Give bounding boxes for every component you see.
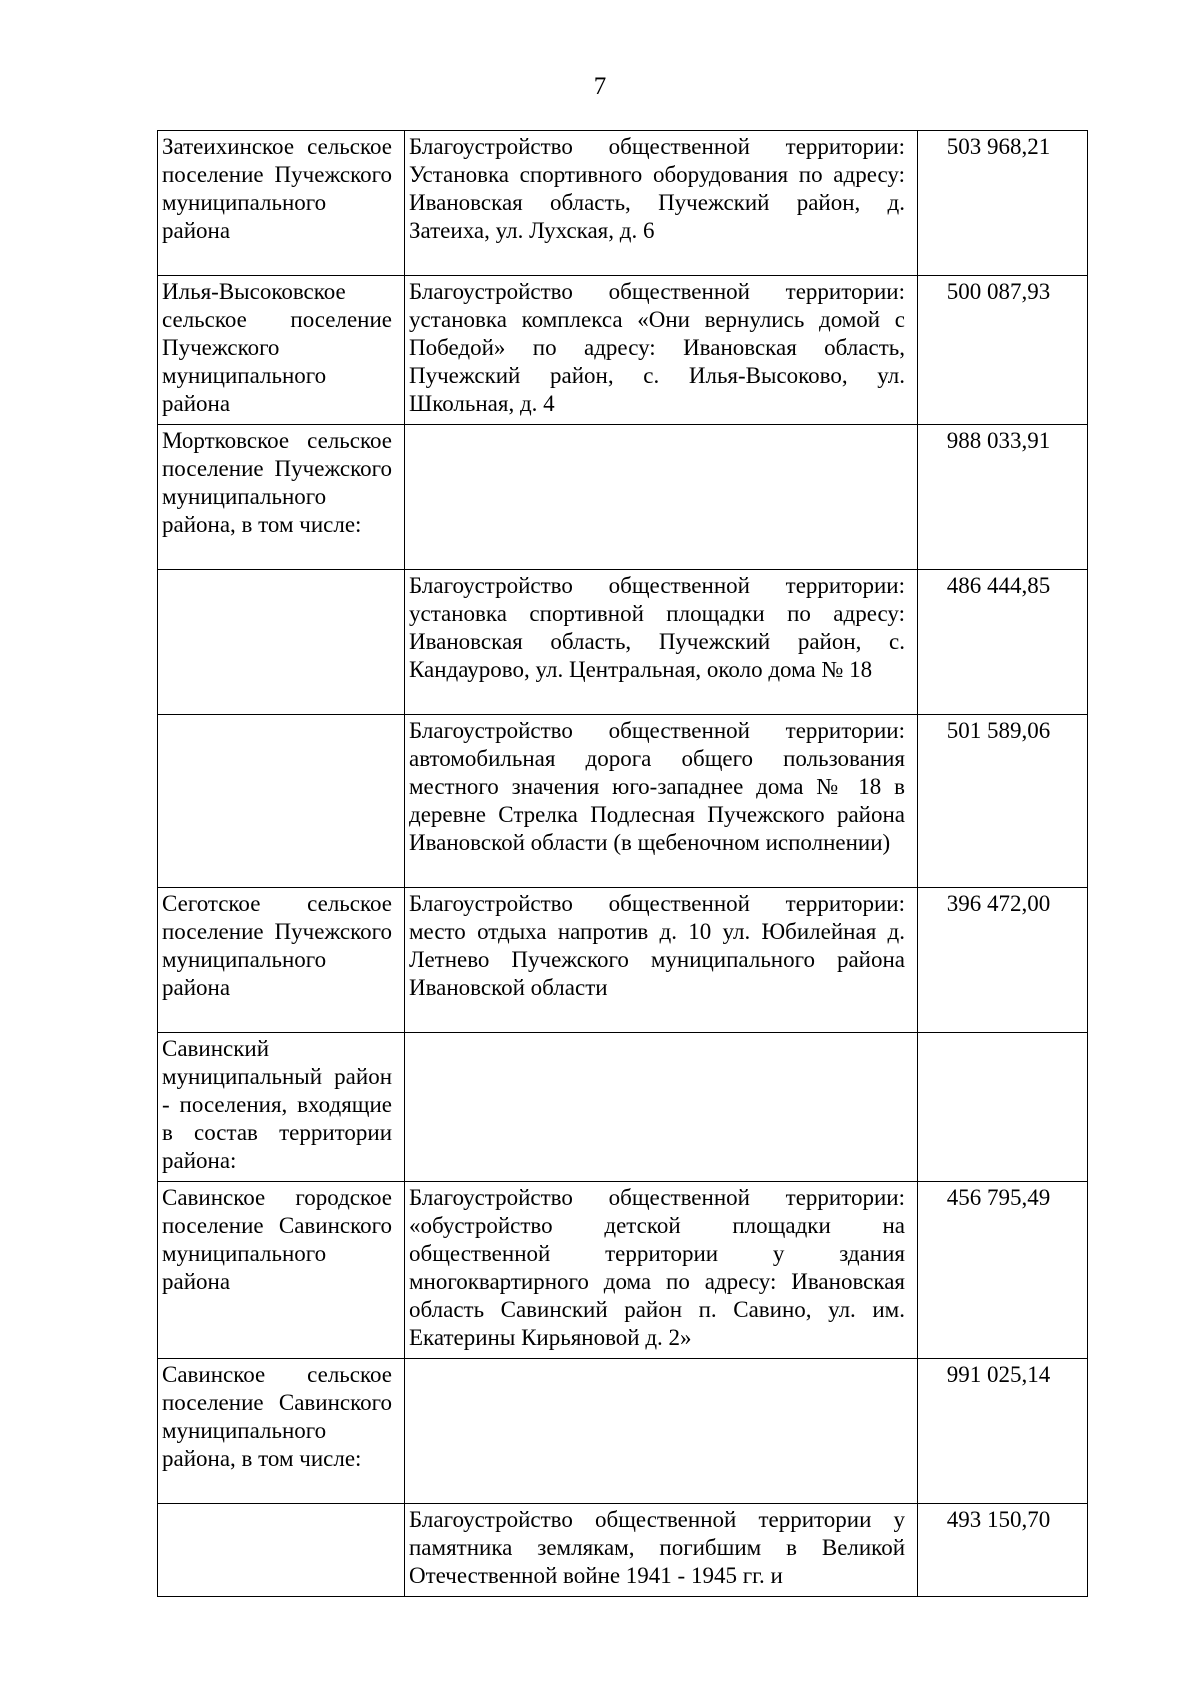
amount-cell: 988 033,91	[918, 425, 1088, 570]
table-row	[158, 1182, 1088, 1359]
table-row	[158, 570, 1088, 715]
table-row	[158, 715, 1088, 888]
table-row	[158, 425, 1088, 570]
table-row	[158, 888, 1088, 1033]
description-cell: Благоустройство общественной территории: Установка спортивного оборудования по адресу: Ивановская область, Пучежский район, д. Затеиха, ул. Лухская, д. 6	[405, 131, 918, 276]
amount-cell	[918, 1033, 1088, 1182]
settlement-cell: Савинское городское поселение Савинского муниципального района	[158, 1182, 405, 1359]
settlement-cell: Савинский муниципальный район - поселения, входящие в состав территории района:	[158, 1033, 405, 1182]
table-row	[158, 276, 1088, 425]
amount-cell: 396 472,00	[918, 888, 1088, 1033]
settlement-cell	[158, 570, 405, 715]
funding-table	[157, 130, 1088, 1597]
settlement-cell: Савинское сельское поселение Савинского муниципального района, в том числе:	[158, 1359, 405, 1504]
settlement-cell: Илья-Высоковское сельское поселение Пучежского муниципального района	[158, 276, 405, 425]
description-cell: Благоустройство общественной территории у памятника землякам, погибшим в Великой Отечественной войне 1941 - 1945 гг. и	[405, 1504, 918, 1597]
amount-cell: 500 087,93	[918, 276, 1088, 425]
amount-cell: 456 795,49	[918, 1182, 1088, 1359]
settlement-cell: Мортковское сельское поселение Пучежского муниципального района, в том числе:	[158, 425, 405, 570]
description-cell	[405, 1359, 918, 1504]
amount-cell: 493 150,70	[918, 1504, 1088, 1597]
amount-cell: 991 025,14	[918, 1359, 1088, 1504]
amount-cell: 503 968,21	[918, 131, 1088, 276]
description-cell: Благоустройство общественной территории: установка спортивной площадки по адресу: Ивановская область, Пучежский район, с. Кандаурово, ул. Центральная, около дома № 18	[405, 570, 918, 715]
table-row	[158, 1504, 1088, 1597]
description-cell	[405, 1033, 918, 1182]
description-cell: Благоустройство общественной территории: автомобильная дорога общего пользования местного значения юго-западнее дома № 18 в деревне Стрелка Подлесная Пучежского района Ивановской области (в щебеночном исполнении)	[405, 715, 918, 888]
description-cell	[405, 425, 918, 570]
description-cell: Благоустройство общественной территории: установка комплекса «Они вернулись домой с Победой» по адресу: Ивановская область, Пучежский район, с. Илья-Высоково, ул. Школьная, д. 4	[405, 276, 918, 425]
table-row	[158, 1359, 1088, 1504]
settlement-cell	[158, 715, 405, 888]
amount-cell: 501 589,06	[918, 715, 1088, 888]
description-cell: Благоустройство общественной территории: место отдыха напротив д. 10 ул. Юбилейная д. Летнево Пучежского муниципального района Ивановской области	[405, 888, 918, 1033]
settlement-cell: Затеихинское сельское поселение Пучежского муниципального района	[158, 131, 405, 276]
table-row	[158, 1033, 1088, 1182]
settlement-cell	[158, 1504, 405, 1597]
amount-cell: 486 444,85	[918, 570, 1088, 715]
page-number: 7	[593, 73, 607, 100]
table-row	[158, 131, 1088, 276]
description-cell: Благоустройство общественной территории: «обустройство детской площадки на общественной территории у здания многоквартирного дома по адресу: Ивановская область Савинский район п. Савино, ул. им. Екатерины Кирьяновой д. 2»	[405, 1182, 918, 1359]
settlement-cell: Сеготское сельское поселение Пучежского муниципального района	[158, 888, 405, 1033]
